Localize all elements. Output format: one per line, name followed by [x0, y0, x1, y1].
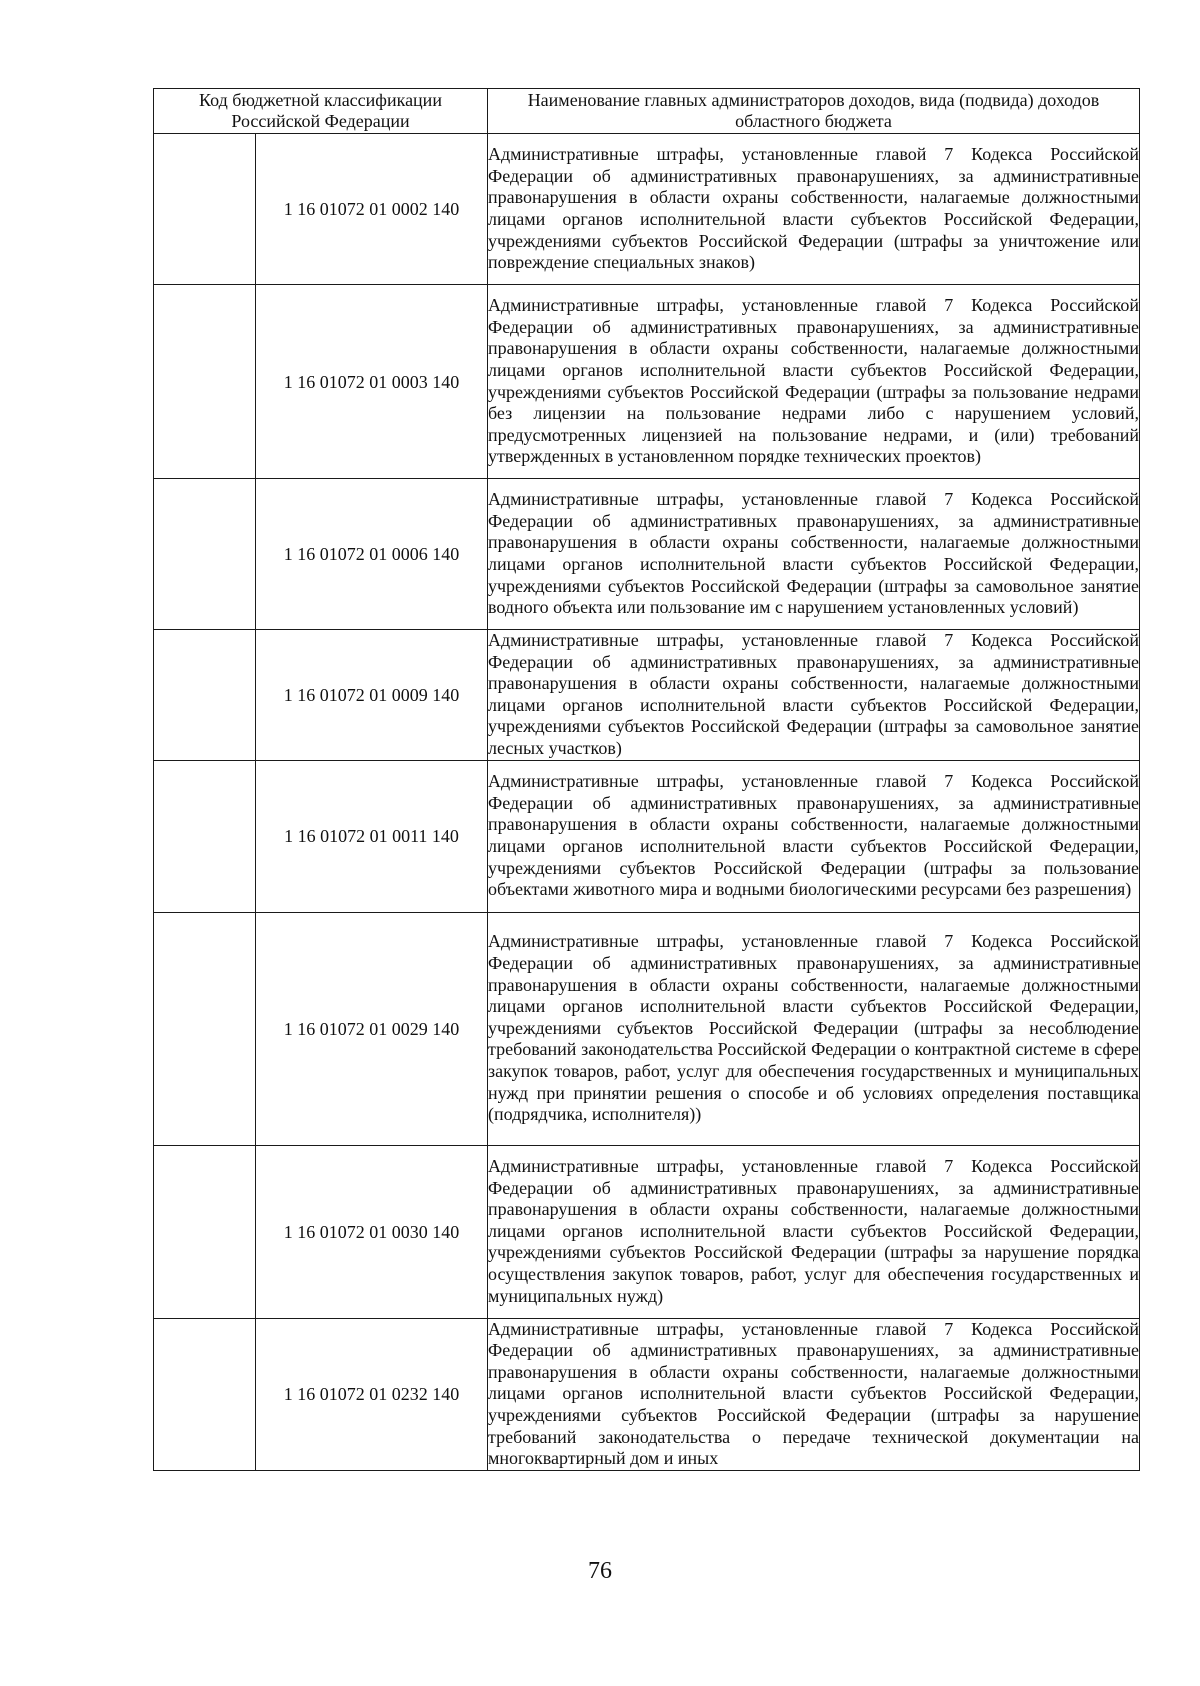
table-row [154, 285, 1140, 479]
description-cell: Административные штрафы, установленные главой 7 Кодекса Российской Федерации об административных правонарушениях, за административные правонарушения в области охраны собственности, налагаемые должностными лицами органов исполнительной власти субъектов Российской Федерации, учреждениями субъектов Российской Федерации (штрафы за нарушение требований законодательства о передаче технической документации на многоквартирный дом и иных [488, 1318, 1140, 1470]
budget-code-cell: 1 16 01072 01 0011 140 [256, 760, 488, 912]
budget-code-cell: 1 16 01072 01 0003 140 [256, 285, 488, 479]
description-cell: Административные штрафы, установленные главой 7 Кодекса Российской Федерации об административных правонарушениях, за административные правонарушения в области охраны собственности, налагаемые должностными лицами органов исполнительной власти субъектов Российской Федерации, учреждениями субъектов Российской Федерации (штрафы за пользование объектами животного мира и водными биологическими ресурсами без разрешения) [488, 760, 1140, 912]
table-row [154, 1318, 1140, 1470]
description-cell: Административные штрафы, установленные главой 7 Кодекса Российской Федерации об административных правонарушениях, за административные правонарушения в области охраны собственности, налагаемые должностными лицами органов исполнительной власти субъектов Российской Федерации, учреждениями субъектов Российской Федерации (штрафы за пользование недрами без лицензии на пользование недрами либо с нарушением условий, предусмотренных лицензией на пользование недрами, и (или) требований утвержденных в установленном порядке технических проектов) [488, 285, 1140, 479]
budget-code-cell: 1 16 01072 01 0232 140 [256, 1318, 488, 1470]
admin-code-cell [154, 760, 256, 912]
table-row [154, 134, 1140, 285]
page-number: 76 [588, 1558, 612, 1584]
budget-code-cell: 1 16 01072 01 0002 140 [256, 134, 488, 285]
admin-code-cell [154, 1318, 256, 1470]
revenue-table [153, 88, 1140, 1471]
budget-code-cell: 1 16 01072 01 0009 140 [256, 630, 488, 761]
description-cell: Административные штрафы, установленные главой 7 Кодекса Российской Федерации об административных правонарушениях, за административные правонарушения в области охраны собственности, налагаемые должностными лицами органов исполнительной власти субъектов Российской Федерации, учреждениями субъектов Российской Федерации (штрафы за несоблюдение требований законодательства Российской Федерации о контрактной системе в сфере закупок товаров, работ, услуг для обеспечения государственных и муниципальных нужд при принятии решения о способе и об условиях определения поставщика (подрядчика, исполнителя)) [488, 912, 1140, 1145]
code-column-header: Код бюджетной классификации Российской Федерации [154, 89, 488, 134]
table-row [154, 1145, 1140, 1318]
name-column-header: Наименование главных администраторов доходов, вида (подвида) доходов областного бюджета [488, 89, 1140, 134]
table-row [154, 760, 1140, 912]
description-cell: Административные штрафы, установленные главой 7 Кодекса Российской Федерации об административных правонарушениях, за административные правонарушения в области охраны собственности, налагаемые должностными лицами органов исполнительной власти субъектов Российской Федерации, учреждениями субъектов Российской Федерации (штрафы за уничтожение или повреждение специальных знаков) [488, 134, 1140, 285]
table-row [154, 479, 1140, 630]
table-row [154, 630, 1140, 761]
budget-code-cell: 1 16 01072 01 0006 140 [256, 479, 488, 630]
table-header-row [154, 89, 1140, 134]
admin-code-cell [154, 285, 256, 479]
table-row [154, 912, 1140, 1145]
budget-code-cell: 1 16 01072 01 0030 140 [256, 1145, 488, 1318]
admin-code-cell [154, 479, 256, 630]
description-cell: Административные штрафы, установленные главой 7 Кодекса Российской Федерации об административных правонарушениях, за административные правонарушения в области охраны собственности, налагаемые должностными лицами органов исполнительной власти субъектов Российской Федерации, учреждениями субъектов Российской Федерации (штрафы за нарушение порядка осуществления закупок товаров, работ, услуг для обеспечения государственных и муниципальных нужд) [488, 1145, 1140, 1318]
admin-code-cell [154, 912, 256, 1145]
budget-code-cell: 1 16 01072 01 0029 140 [256, 912, 488, 1145]
admin-code-cell [154, 1145, 256, 1318]
admin-code-cell [154, 134, 256, 285]
description-cell: Административные штрафы, установленные главой 7 Кодекса Российской Федерации об административных правонарушениях, за административные правонарушения в области охраны собственности, налагаемые должностными лицами органов исполнительной власти субъектов Российской Федерации, учреждениями субъектов Российской Федерации (штрафы за самовольное занятие водного объекта или пользование им с нарушением установленных условий) [488, 479, 1140, 630]
description-cell: Административные штрафы, установленные главой 7 Кодекса Российской Федерации об административных правонарушениях, за административные правонарушения в области охраны собственности, налагаемые должностными лицами органов исполнительной власти субъектов Российской Федерации, учреждениями субъектов Российской Федерации (штрафы за самовольное занятие лесных участков) [488, 630, 1140, 761]
admin-code-cell [154, 630, 256, 761]
